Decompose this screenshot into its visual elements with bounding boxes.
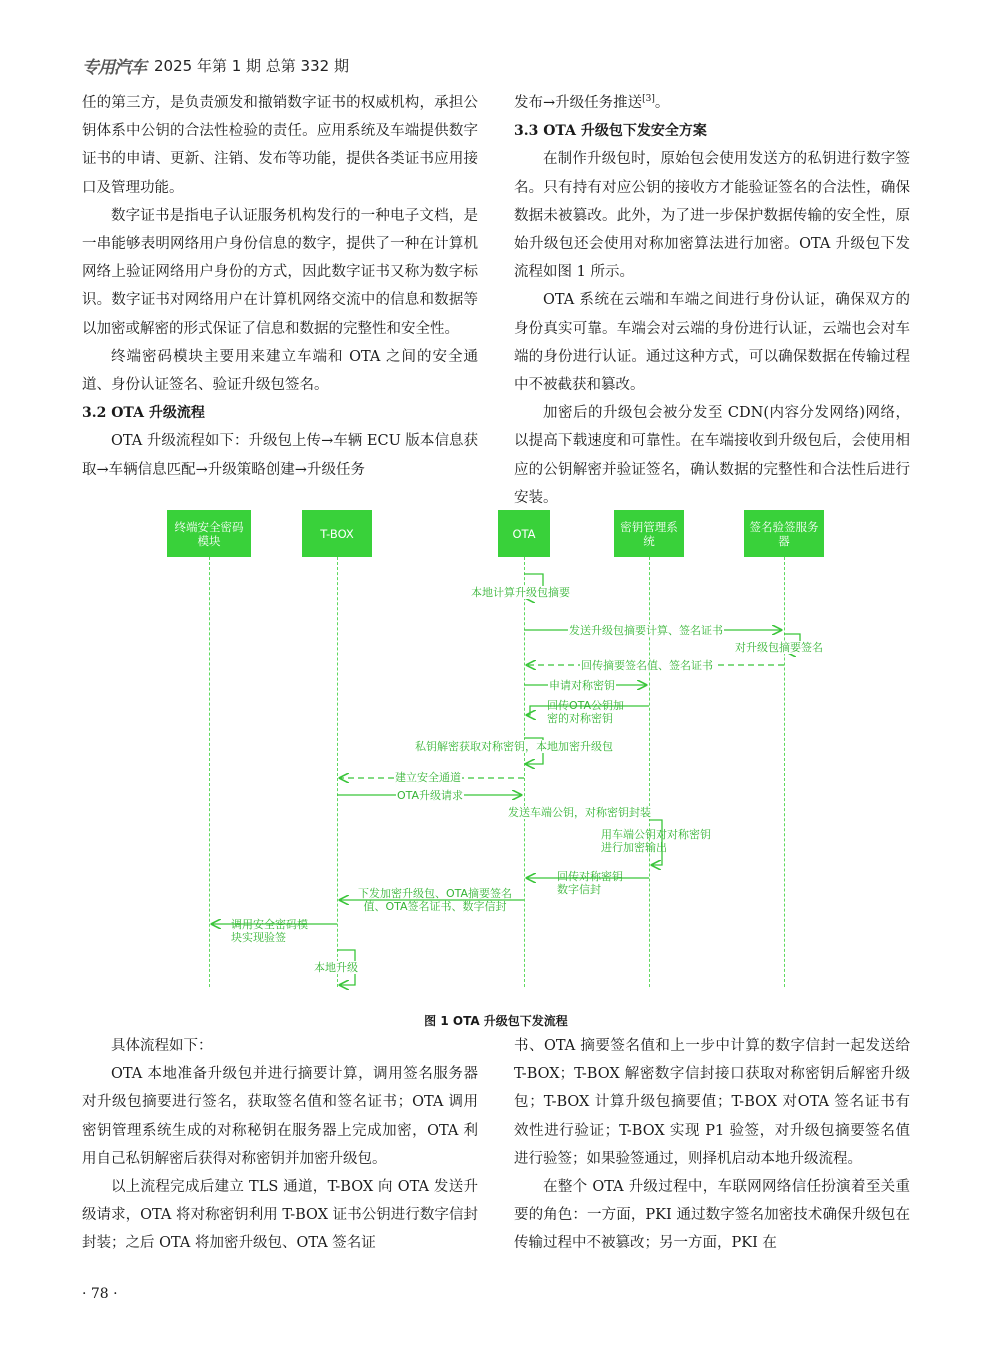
paragraph-end: 。 (654, 95, 670, 111)
msg-local-digest: 本地计算升级包摘要 (471, 586, 570, 599)
paragraph: OTA 升级流程如下：升级包上传→车辆 ECU 版本信息获取→车辆信息匹配→升级策略创建→升级任务 (82, 433, 478, 478)
issue-info: 2025 年第 1 期 总第 332 期 (154, 56, 349, 75)
msg-encrypt-with-vehicle-key: 用车端公钥对对称密钥进行加密输出 (601, 828, 711, 854)
paragraph: 在制作升级包时，原始包会使用发送方的私钥进行数字签名。只有持有对应公钥的接收方才能验证签名的合法性，确保数据未被篡改。此外，为了进一步保护数据传输的安全性，原始升级包还会使用对称加密算法进行加密。OTA 升级包下发流程如图 1 所示。 (514, 151, 910, 281)
msg-deliver-encrypted-package: 下发加密升级包、OTA摘要签名值、OTA签名证书、数字信封 (357, 887, 513, 913)
figure-caption: 图 1 OTA 升级包下发流程 (424, 1014, 568, 1028)
msg-call-crypto-module-verify: 调用安全密码模块实现验签 (231, 918, 308, 944)
msg-return-encrypted-key: 回传OTA公钥加密的对称密钥 (547, 699, 625, 725)
citation[interactable]: [3] (642, 94, 655, 105)
section-heading-3-2: 3.2 OTA 升级流程 (82, 405, 205, 422)
msg-decrypt-and-encrypt: 私钥解密获取对称密钥，本地加密升级包 (415, 740, 613, 753)
paragraph: OTA 系统在云端和车端之间进行身份认证，确保双方的身份真实可靠。车端会对云端的身份进行认证，云端也会对车端的身份进行认证。通过这种方式，可以确保数据在传输过程中不被截获和篡改。 (514, 292, 910, 394)
lane-ota: OTA (498, 510, 550, 557)
lane-tbox: T-BOX (302, 510, 372, 557)
paragraph: 在整个 OTA 升级过程中，车联网网络信任扮演着至关重要的角色：一方面，PKI 通过数字签名加密技术确保升级包在传输过程中不被篡改；另一方面，PKI 在 (514, 1179, 910, 1252)
paragraph: 终端密码模块主要用来建立车端和 OTA 之间的安全通道、身份认证签名、验证升级包签名。 (82, 348, 478, 394)
paragraph: 以上流程完成后建立 TLS 通道，T-BOX 向 OTA 发送升级请求，OTA 将对称密钥利用 T-BOX 证书公钥进行数字信封封装；之后 OTA 将加密升级包、OTA 签名证 (82, 1179, 478, 1252)
msg-request-symmetric-key: 申请对称密钥 (549, 679, 615, 692)
msg-send-digest-to-sign-server: 发送升级包摘要计算、签名证书 (569, 624, 723, 637)
paragraph (514, 89, 910, 117)
paragraph: 数字证书是指电子认证服务机构发行的一种电子文档，是一串能够表明网络用户身份信息的数字，提供了一种在计算机网络上验证网络用户身份的方式，因此数字证书又称为数字标识。数字证书对网络用户在计算机网络交流中的信息和数据等以加密或解密的形式保证了信息和数据的完整性和安全性。 (82, 207, 478, 337)
left-column-bottom (82, 1032, 478, 1258)
journal-logo: 专用汽车 (82, 57, 146, 78)
lane-terminal-crypto-module: 终端安全密码模块 (167, 510, 251, 557)
msg-ota-upgrade-request: OTA升级请求 (397, 789, 464, 802)
left-column-top (82, 89, 478, 484)
section-heading-3-3: 3.3 OTA 升级包下发安全方案 (514, 123, 707, 140)
msg-sign-digest: 对升级包摘要签名 (735, 641, 823, 654)
page-number: · 78 · (82, 1286, 118, 1302)
lane-signature-server: 签名验签服务器 (744, 510, 824, 557)
right-column-top (514, 89, 910, 512)
paragraph-text: 发布→升级任务推送 (514, 95, 643, 111)
right-column-bottom (514, 1032, 910, 1258)
paragraph: 任的第三方，是负责颁发和撤销数字证书的权威机构，承担公钥体系中公钥的合法性检验的责任。应用系统及车端提供数字证书的申请、更新、注销、发布等功能，提供各类证书应用接口及管理功能。 (82, 95, 478, 196)
paragraph: 书、OTA 摘要签名值和上一步中计算的数字信封一起发送给 T-BOX；T-BOX 解密数字信封接口获取对称密钥后解密升级包；T-BOX 计算升级包摘要值；T-BOX 对OTA 签名证书有效性进行验证；T-BOX 实现 P1 验签，对升级包摘要签名值进行验签；如果验签通过，则择机启动本地升级流程。 (514, 1038, 910, 1167)
paragraph: 加密后的升级包会被分发至 CDN(内容分发网络)网络，以提高下载速度和可靠性。在车端接收到升级包后，会使用相应的公钥解密并验证签名，确认数据的完整性和合法性后进行安装。 (514, 405, 910, 506)
paragraph: OTA 本地准备升级包并进行摘要计算，调用签名服务器对升级包摘要进行签名，获取签名值和签名证书；OTA 调用密钥管理系统生成的对称秘钥在服务器上完成加密，OTA 利用自己私钥解密后获得对称密钥并加密升级包。 (82, 1066, 478, 1167)
lane-key-management: 密钥管理系统 (614, 510, 684, 557)
msg-establish-secure-channel: 建立安全通道 (395, 771, 461, 784)
msg-send-vehicle-public-key: 发送车端公钥，对称密钥封装 (508, 806, 651, 819)
msg-return-signature: 回传摘要签名值、签名证书 (581, 659, 713, 672)
msg-local-upgrade: 本地升级 (314, 961, 358, 974)
msg-return-digital-envelope: 回传对称密钥数字信封 (557, 870, 623, 896)
page-header (82, 52, 349, 78)
paragraph: 具体流程如下： (111, 1038, 213, 1054)
ota-sequence-diagram (150, 510, 850, 1000)
